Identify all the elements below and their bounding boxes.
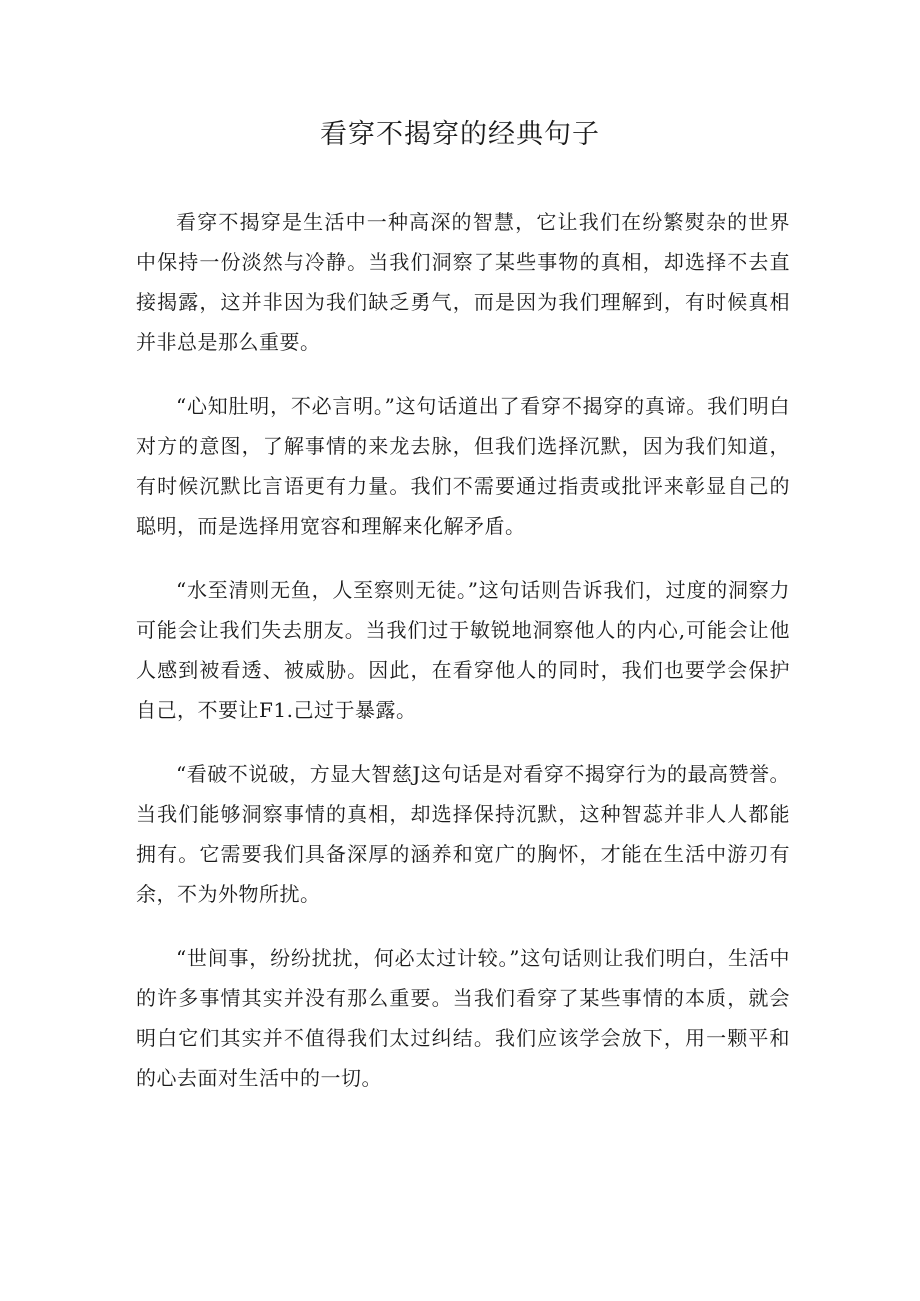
document-body xyxy=(136,202,790,1098)
paragraph-5: “世间事，纷纷扰扰，何必太过计较。”这句话则让我们明白，生活中的许多事情其实并没有那么重要。当我们看穿了某些事情的本质，就会明白它们其实并不值得我们太过纠结。我们应该学会放下，用一颗平和的心去面对生活中的一切。 xyxy=(136,946,790,1090)
document-title: 看穿不揭穿的经典句子 xyxy=(320,119,600,150)
paragraph-4: “看破不说破，方显大智慈J这句话是对看穿不揭穿行为的最高赞誉。当我们能够洞察事情的真相，却选择保持沉默，这种智蕊并非人人都能拥有。它需要我们具备深厚的涵养和宽广的胸怀，才能在生活中游刃有余，不为外物所扰。 xyxy=(136,762,790,906)
paragraph-3: “水至清则无鱼，人至察则无徒。”这句话则告诉我们，过度的洞察力可能会让我们失去朋友。当我们过于敏锐地洞察他人的内心,可能会让他人感到被看透、被威胁。因此，在看穿他人的同时，我们也要学会保护自己，不要让F1.己过于暴露。 xyxy=(136,578,790,722)
paragraph-2: “心知肚明，不必言明。”这句话道出了看穿不揭穿的真谛。我们明白对方的意图，了解事情的来龙去脉，但我们选择沉默，因为我们知道，有时候沉默比言语更有力量。我们不需要通过指责或批评来彰显自己的聪明，而是选择用宽容和理解来化解矛盾。 xyxy=(136,394,790,538)
paragraph-1: 看穿不揭穿是生活中一种高深的智慧，它让我们在纷繁熨杂的世界中保持一份淡然与冷静。当我们洞察了某些事物的真相，却选择不去直接揭露，这并非因为我们缺乏勇气，而是因为我们理解到，有时候真相并非总是那么重要。 xyxy=(136,210,790,354)
